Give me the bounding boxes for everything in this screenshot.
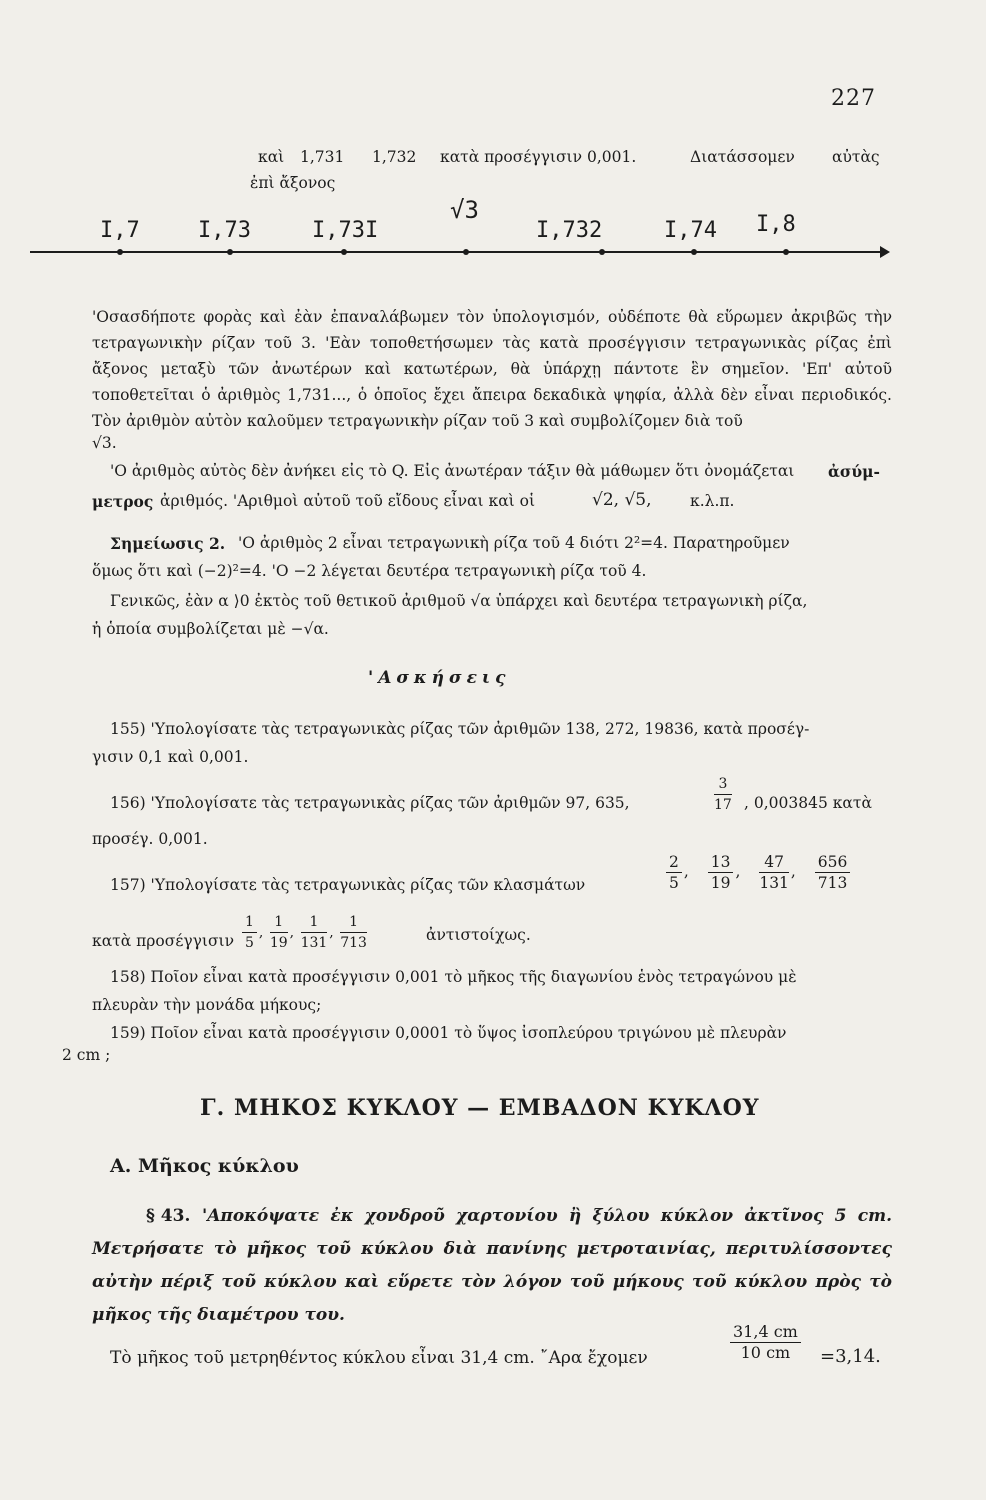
- ex157-frac-num: 13: [708, 852, 734, 873]
- ex157-frac-num: 47: [759, 852, 789, 873]
- tick-1-731: [341, 249, 347, 255]
- paragraph-43-number: § 43.: [146, 1206, 191, 1226]
- axis-label-1-7: I,7: [100, 218, 140, 243]
- exercise-157-fractions-2: $\frac{1}{5}$ , $\frac{1}{19}$ , $\frac{1}{131}$ , $\frac{1}{713}$: [240, 912, 369, 953]
- section-title: Γ. ΜΗΚΟΣ ΚΥΚΛΟΥ — ΕΜΒΑΔΟΝ ΚΥΚΛΟΥ: [200, 1095, 760, 1121]
- exercise-155-line-2: γισιν 0,1 καὶ 0,001.: [92, 748, 249, 766]
- tick-1-8: [783, 249, 789, 255]
- general-line-1: Γενικῶς, ἐὰν α ⟩0 ἐκτὸς τοῦ θετικοῦ ἀριθμοῦ √α ὑπάρχει καὶ δευτέρα τετραγωνικὴ ρίζα,: [110, 592, 808, 610]
- ex157-frac-den: 19: [710, 874, 731, 892]
- intro-them: αὐτὰς: [832, 148, 880, 166]
- tick-1-7: [117, 249, 123, 255]
- intro-and: καὶ: [258, 148, 285, 166]
- etc-text: κ.λ.π.: [690, 492, 735, 510]
- tick-1-73: [227, 249, 233, 255]
- intro-axis-text: ἐπὶ ἄξονος: [250, 174, 336, 192]
- paragraph-q-text: 'Ο ἀριθμὸς αὐτὸς δὲν ἀνήκει εἰς τὸ Q. Εἰς ἀνωτέραν τάξιν θὰ μάθωμεν ὅτι ὀνομάζεται: [110, 462, 795, 480]
- ex157-frac2-num: 1: [301, 912, 328, 933]
- final-frac-den: 10 cm: [740, 1343, 791, 1362]
- page-number: 227: [831, 86, 876, 111]
- ex157-frac-den: 713: [817, 874, 848, 892]
- axis-label-1-731: I,73I: [312, 218, 379, 243]
- exercise-157-line-1: 157) 'Υπολογίσατε τὰς τετραγωνικὰς ρίζας τῶν κλασμάτων: [110, 876, 586, 894]
- exercise-158-line-1: 158) Ποῖον εἶναι κατὰ προσέγγισιν 0,001 τὸ μῆκος τῆς διαγωνίου ἑνὸς τετραγώνου μὲ: [110, 968, 797, 986]
- term-asymmetros-b: μετρος: [92, 492, 154, 511]
- exercise-158-line-2: πλευρὰν τὴν μονάδα μήκους;: [92, 996, 322, 1014]
- paragraph-irrational: 'Οσασδήποτε φορὰς καὶ ἐὰν ἐπαναλάβωμεν τὸν ὑπολογισμόν, οὐδέποτε θὰ εὕρωμεν ἀκριβῶς τὴν τετραγωνικὴν ρίζαν τοῦ 3. 'Εὰν τοποθετήσωμεν τὰς κατὰ προσέγγισιν τετραγωνικὰς ρίζας ἐπὶ ἄξονος μεταξὺ τῶν ἀνωτέρων καὶ κατωτέρων, θὰ ὑπάρχῃ πάντοτε ἓν σημεῖον. 'Επ' αὐτοῦ τοποθετεῖται ὁ ἀριθμὸς 1,731..., ὁ ὁποῖος ἔχει ἄπειρα δεκαδικὰ ψηφία, ἀλλὰ δὲν εἶναι περιοδικός. Τὸν ἀριθμὸν αὐτὸν καλοῦμεν τετραγωνικὴν ρίζαν τοῦ 3 καὶ συμβολίζομεν διὰ τοῦ: [92, 308, 892, 430]
- ex157-frac-den: 131: [759, 874, 789, 892]
- axis-label-1-74: I,74: [664, 218, 717, 243]
- ex156-frac-num: 3: [714, 774, 732, 795]
- roots-list: √2, √5,: [592, 490, 652, 510]
- ex157-frac-num: 2: [666, 852, 682, 873]
- paragraph-numbers-text: ἀριθμός. 'Αριθμοὶ αὐτοῦ τοῦ εἴδους εἶναι καὶ οἱ: [160, 492, 536, 510]
- final-fraction: [728, 1322, 803, 1363]
- axis-label-1-73: I,73: [198, 218, 251, 243]
- final-frac-num: 31,4 cm: [730, 1322, 801, 1343]
- final-sentence: Τὸ μῆκος τοῦ μετρηθέντος κύκλου εἶναι 31,4 cm. ῎Αρα ἔχομεν: [110, 1348, 648, 1368]
- number-line-arrow: [880, 246, 890, 258]
- note-line-1: 'Ο ἀριθμὸς 2 εἶναι τετραγωνικὴ ρίζα τοῦ 4 διότι 2²=4. Παρατηροῦμεν: [238, 534, 790, 552]
- axis-label-1-732: I,732: [536, 218, 603, 243]
- number-line: [30, 240, 890, 270]
- intro-arrange: Διατάσσομεν: [690, 148, 795, 166]
- exercise-156-line-2: προσέγ. 0,001.: [92, 830, 208, 848]
- exercises-title: 'Ασκήσεις: [368, 668, 511, 688]
- exercise-157-fractions: $\frac{2}{5}$ , $\frac{13}{19}$ , $\frac{47}{131}$ , $\frac{656}{713}$: [664, 852, 852, 893]
- ex157-frac2-den: 713: [340, 935, 367, 951]
- term-asymmetros-a: ἀσύμ-: [828, 462, 880, 481]
- general-line-2: ἡ ὁποία συμβολίζεται μὲ −√α.: [92, 620, 329, 638]
- axis-label-sqrt3: √3: [450, 196, 479, 224]
- exercise-157-line-2: κατὰ προσέγγισιν: [92, 932, 235, 950]
- ex157-frac2-den: 5: [245, 935, 254, 951]
- exercise-155-line-1: 155) 'Υπολογίσατε τὰς τετραγωνικὰς ρίζας τῶν ἀριθμῶν 138, 272, 19836, κατὰ προσέγ-: [110, 720, 810, 738]
- ex157-frac2-den: 19: [269, 935, 288, 951]
- tick-1-732: [599, 249, 605, 255]
- intro-num1: 1,731: [300, 148, 345, 166]
- ex157-frac2-num: 1: [242, 912, 257, 933]
- exercise-156-fraction: [712, 774, 734, 815]
- ex157-frac-num: 656: [815, 852, 851, 873]
- intro-num2: 1,732: [372, 148, 417, 166]
- subsection-title: Α. Μῆκος κύκλου: [110, 1155, 299, 1177]
- final-result: =3,14.: [820, 1346, 881, 1367]
- exercise-157-respectively: ἀντιστοίχως.: [426, 926, 531, 944]
- exercise-159-line-2: 2 cm ;: [62, 1046, 111, 1064]
- tick-sqrt3: [463, 249, 469, 255]
- ex156-frac-den: 17: [714, 797, 732, 813]
- paragraph-43-text: 'Αποκόψατε ἐκ χονδροῦ χαρτονίου ἢ ξύλου κύκλον ἀκτῖνος 5 cm. Μετρήσατε τὸ μῆκος τοῦ κύκλου διὰ πανίνης μετροταινίας, περιτυλίσσοντες αὐτὴν πέριξ τοῦ κύκλου καὶ εὕρετε τὸν λόγον τοῦ μήκους τοῦ κύκλου πρὸς τὸ μῆκος τῆς διαμέτρου του.: [92, 1206, 892, 1325]
- exercise-159-line-1: 159) Ποῖον εἶναι κατὰ προσέγγισιν 0,0001 τὸ ὕψος ἰσοπλεύρου τριγώνου μὲ πλευρὰν: [110, 1024, 787, 1042]
- exercise-156-line-1b: , 0,003845 κατὰ: [744, 794, 872, 812]
- intro-approx: κατὰ προσέγγισιν 0,001.: [440, 148, 637, 166]
- axis-label-1-8: I,8: [756, 212, 796, 237]
- ex157-frac2-den: 131: [300, 935, 328, 951]
- sqrt3-symbol: √3.: [92, 434, 117, 452]
- tick-1-74: [691, 249, 697, 255]
- note-line-2: ὅμως ὅτι καὶ (−2)²=4. 'Ο −2 λέγεται δευτέρα τετραγωνικὴ ρίζα τοῦ 4.: [92, 562, 647, 580]
- ex157-frac-den: 5: [669, 874, 679, 892]
- exercise-156-line-1: 156) 'Υπολογίσατε τὰς τετραγωνικὰς ρίζας τῶν ἀριθμῶν 97, 635,: [110, 794, 630, 812]
- ex157-frac2-num: 1: [340, 912, 367, 933]
- note-title: Σημείωσις 2.: [110, 534, 226, 553]
- ex157-frac2-num: 1: [270, 912, 288, 933]
